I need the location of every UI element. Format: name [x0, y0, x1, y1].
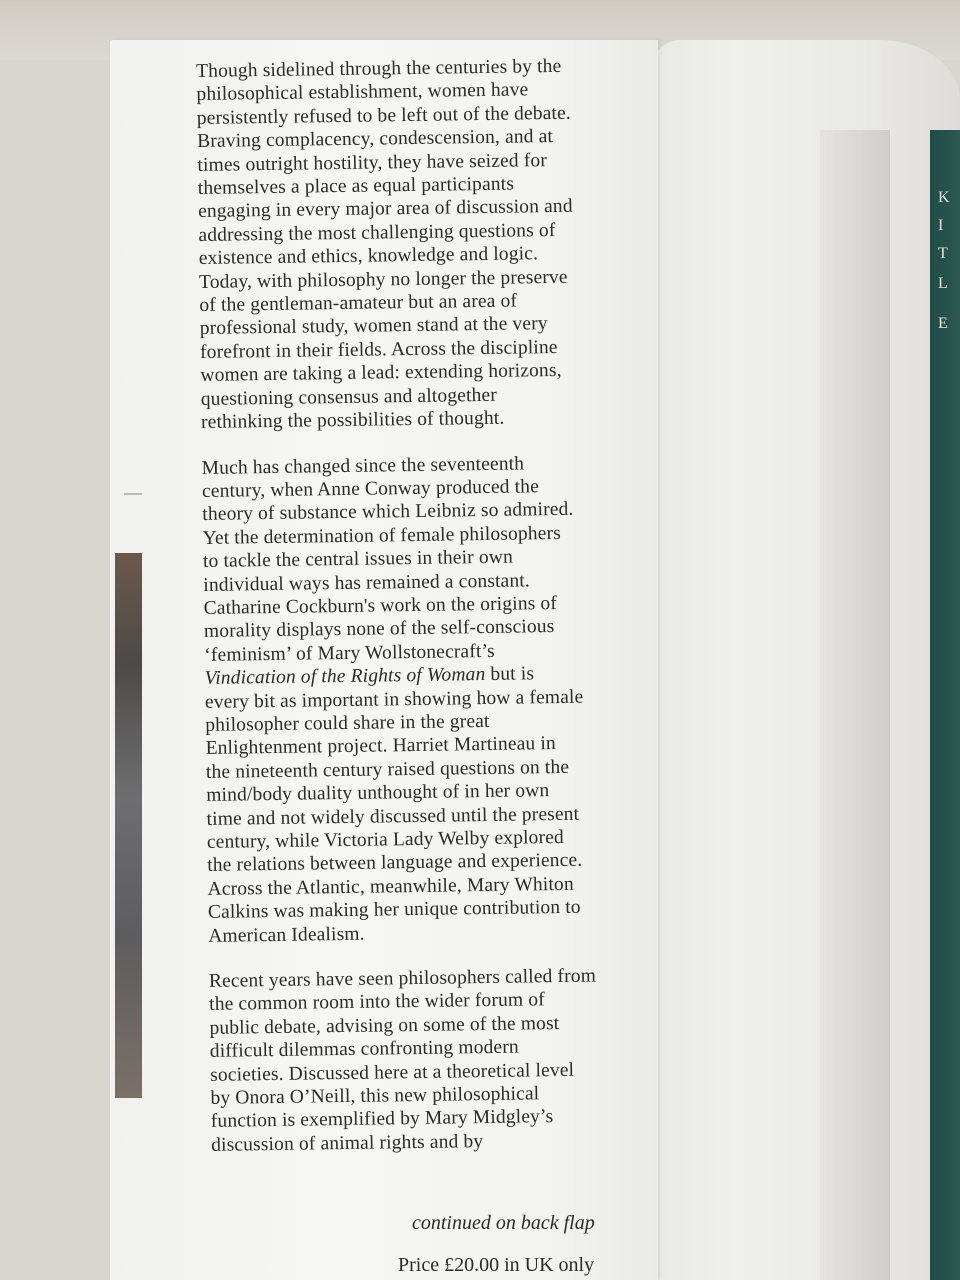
- text-line: questioning consensus and altogether: [200, 384, 498, 410]
- text-line: addressing the most challenging questions of: [198, 219, 556, 246]
- text-line: ‘feminism’ of Mary Wollstonecraft’s: [204, 640, 495, 666]
- text-line: century, while Victoria Lady Welby explored: [206, 826, 564, 853]
- text-line: Recent years have seen philosophers called from: [208, 965, 597, 992]
- text-line: forefront in their fields. Across the discipline: [199, 336, 558, 363]
- book-title: Vindication of the Rights of Woman: [204, 664, 486, 690]
- text-line: the relations between language and experience.: [207, 850, 583, 877]
- flap-text: [196, 54, 642, 1179]
- spine-letter: T: [938, 245, 948, 262]
- book-jacket-front: [640, 40, 960, 1280]
- text-line: the common room into the wider forum of: [209, 989, 545, 1016]
- text-line: morality displays none of the self-conscious: [203, 616, 555, 643]
- paragraph: [202, 450, 639, 947]
- text-line: women are taking a lead: extending horizons,: [200, 360, 562, 387]
- text-line: Braving complacency, condescension, and at: [196, 126, 554, 153]
- text-line: Vindication of the Rights of Woman but is: [204, 663, 535, 690]
- text-line: existence and ethics, knowledge and logic.: [198, 243, 539, 270]
- text-line: mind/body duality unthought of in her own: [206, 780, 550, 807]
- text-line: engaging in every major area of discussion and: [197, 196, 573, 223]
- text-line: philosopher could share in the great: [205, 710, 490, 736]
- flap-edge-artwork: [115, 553, 142, 1098]
- text-line: rethinking the possibilities of thought.: [200, 407, 505, 434]
- text-line: discussion of animal rights and by: [211, 1130, 484, 1156]
- book-spine: [930, 130, 960, 1280]
- text-line: of the gentleman-amateur but an area of: [199, 290, 518, 317]
- continued-note: continued on back flap: [412, 1212, 595, 1234]
- spine-letter: L: [938, 275, 948, 292]
- text-line: philosophical establishment, women have: [196, 79, 529, 106]
- text-line: Calkins was making her unique contribution to: [207, 896, 581, 924]
- text-line: Catharine Cockburn's work on the origins of: [203, 592, 558, 619]
- text-line: Yet the determination of female philosophers: [202, 522, 562, 549]
- text-line: professional study, women stand at the very: [199, 313, 548, 340]
- text-line: Though sidelined through the centuries by the: [196, 55, 562, 82]
- spine-letter: E: [938, 315, 948, 332]
- text-line: theory of substance which Leibniz so admired.: [202, 499, 574, 526]
- jacket-fold: [820, 130, 890, 1280]
- text-line: to tackle the central issues in their own: [202, 546, 514, 573]
- flap-mark: [124, 493, 142, 495]
- text-line: the nineteenth century raised questions on the: [205, 756, 570, 783]
- text-line: individual ways has remained a constant.: [203, 569, 531, 596]
- spine-letter: K: [938, 189, 950, 206]
- text-line: persistently refused to be left out of the debate.: [196, 102, 572, 129]
- text-line: century, when Anne Conway produced the: [201, 476, 540, 502]
- spine-letter: I: [938, 217, 944, 234]
- text-line: Much has changed since the seventeenth: [201, 452, 525, 479]
- text-line: by Onora O’Neill, this new philosophical: [210, 1083, 540, 1109]
- price-label: Price £20.00 in UK only: [398, 1254, 595, 1276]
- text-line: Across the Atlantic, meanwhile, Mary Whiton: [207, 873, 574, 900]
- text-line: public debate, advising on some of the most: [209, 1012, 560, 1039]
- text-line: societies. Discussed here at a theoretical level: [210, 1059, 575, 1086]
- text-line: function is exemplified by Mary Midgley’s: [210, 1106, 554, 1133]
- text-line: Enlightenment project. Harriet Martineau in: [205, 733, 557, 760]
- text-line: every bit as important in showing how a female: [204, 686, 584, 713]
- text-line: themselves a place as equal participants: [197, 173, 515, 200]
- text-line: Today, with philosophy no longer the preserve: [198, 266, 568, 293]
- text-line: time and not widely discussed until the present: [206, 803, 580, 830]
- text-line: difficult dilemmas confronting modern: [209, 1036, 519, 1063]
- paragraph: [196, 54, 631, 434]
- text-line: American Idealism.: [208, 923, 365, 947]
- text-line: times outright hostility, they have seized for: [197, 149, 548, 176]
- paragraph: [209, 964, 642, 1157]
